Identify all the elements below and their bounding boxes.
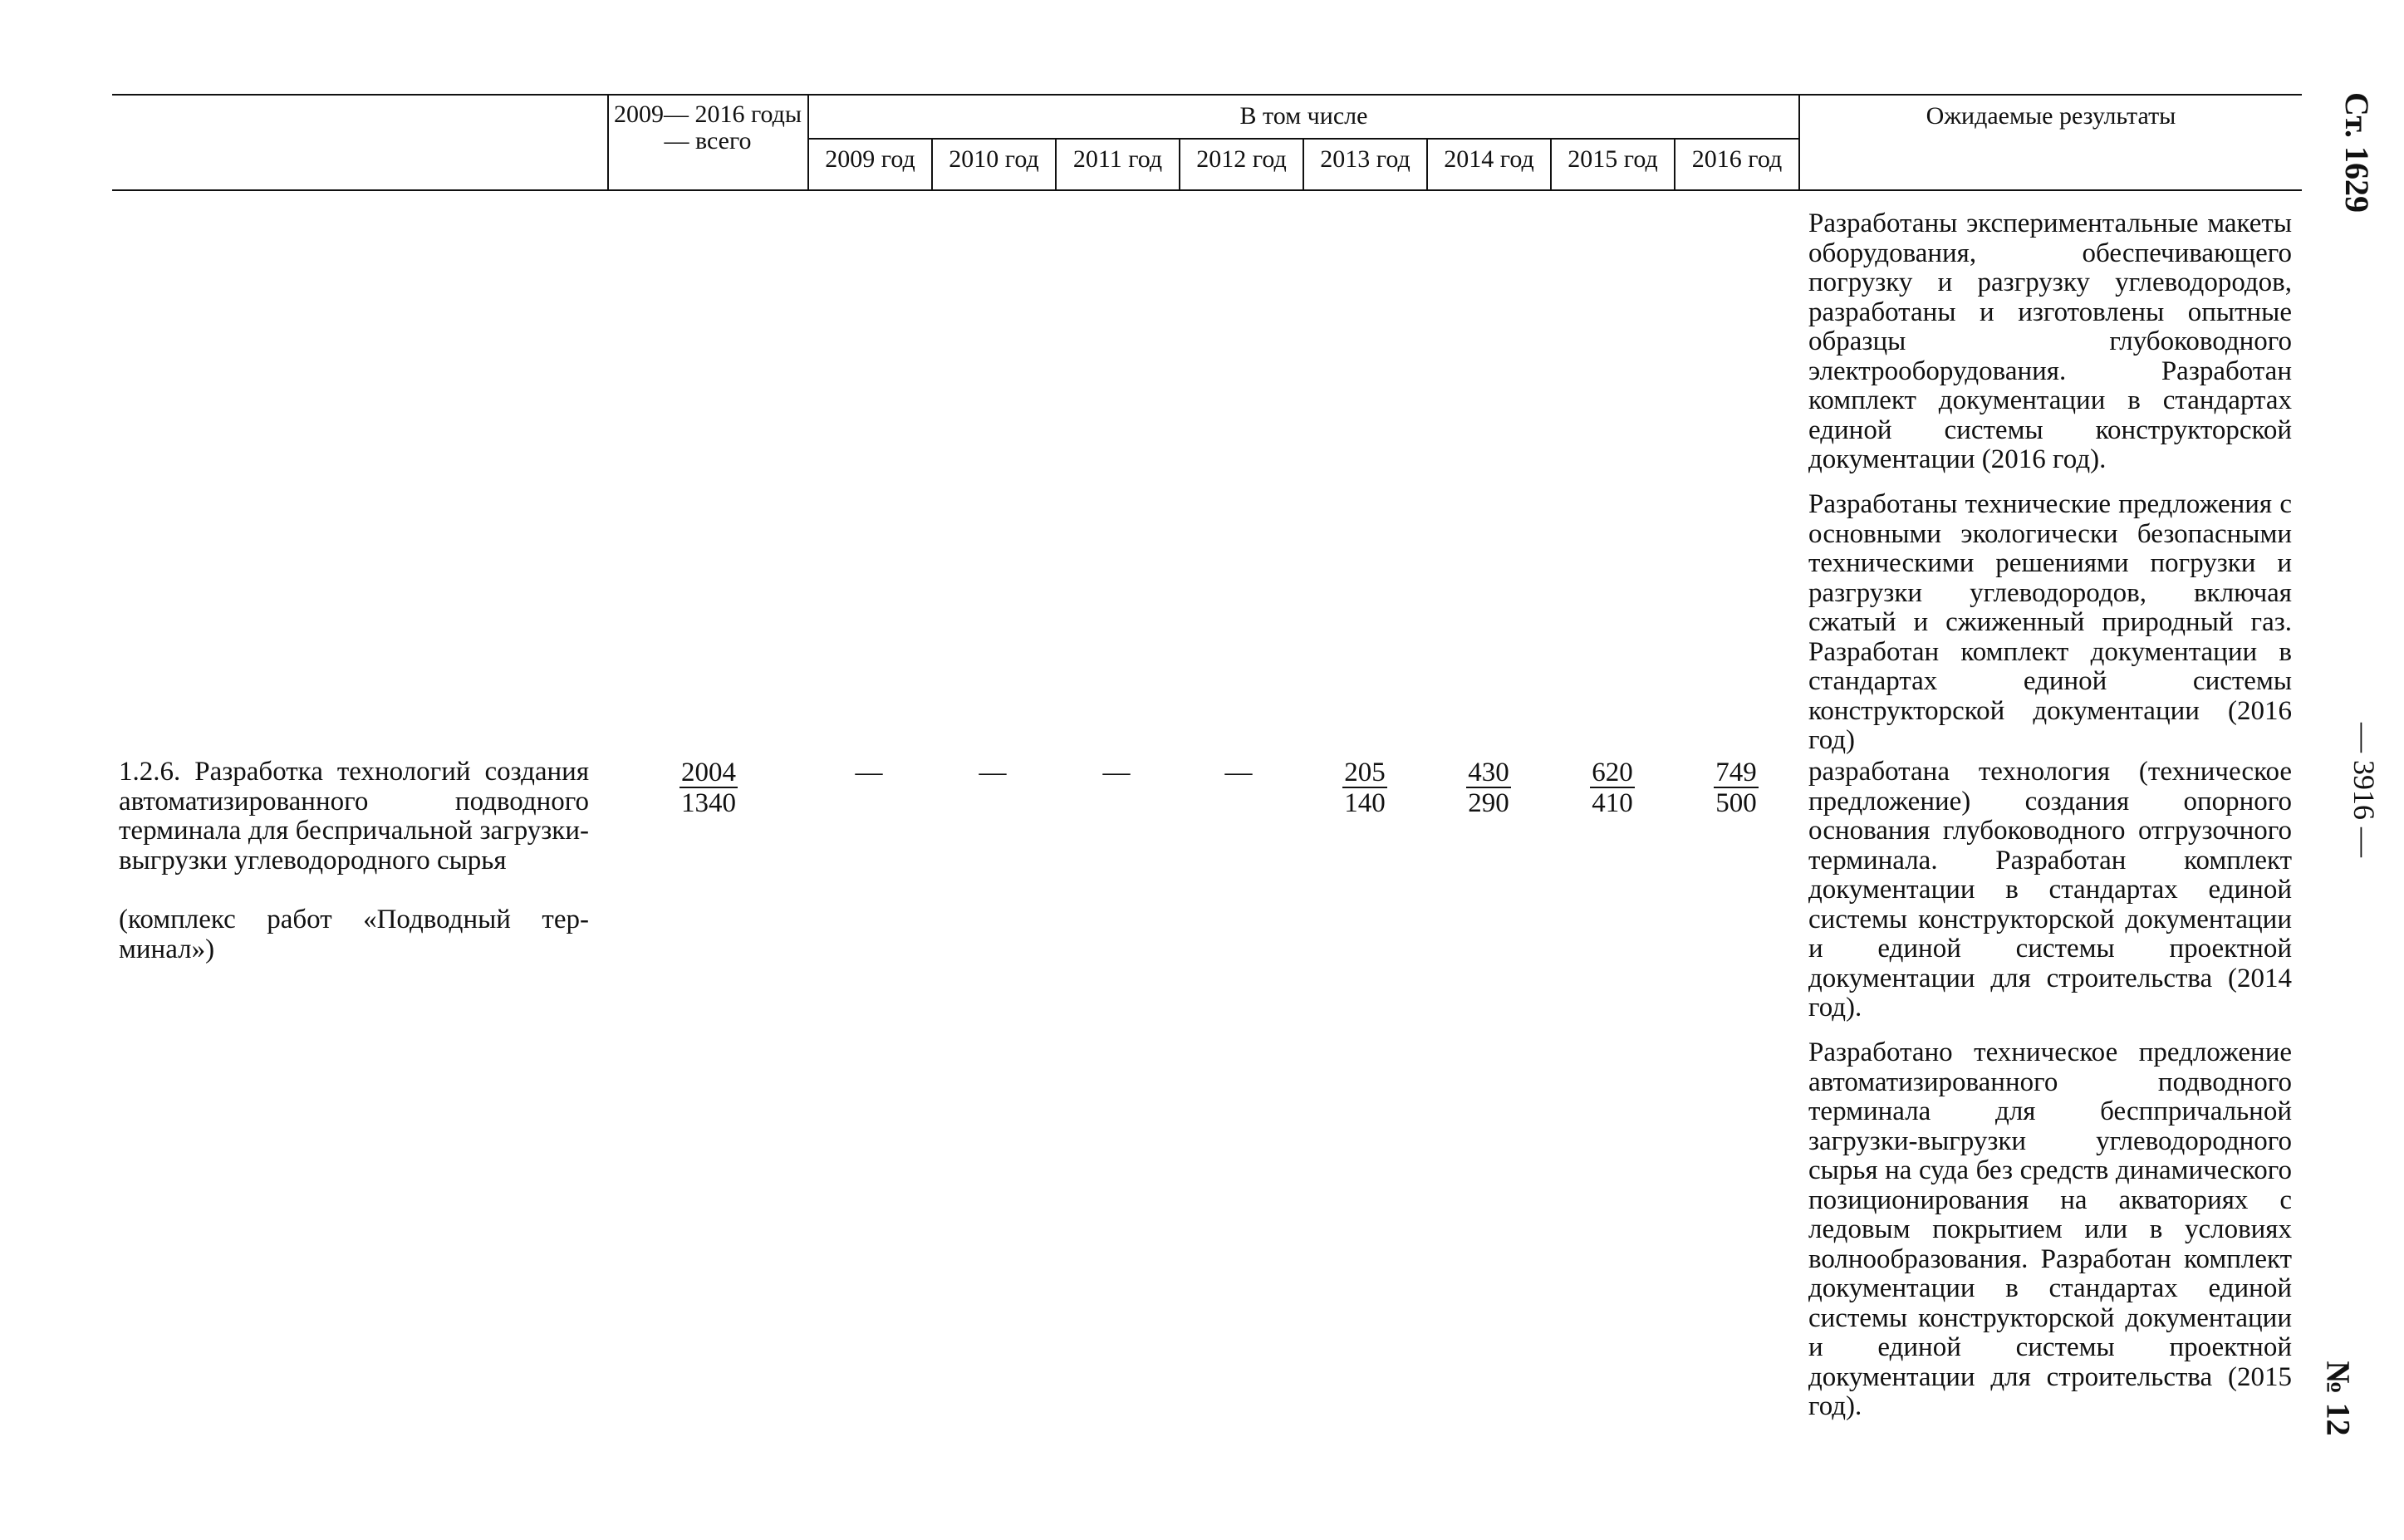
issue-label — [2297, 1361, 2380, 1436]
total-numerator: 2004 — [681, 758, 736, 787]
value-2010: — — [979, 758, 1007, 787]
item-title: 1.2.6. Разработка технологий создания автоматизированного подводного терминала для беспричальной загрузки-выгрузки углеводородного сырья — [119, 757, 589, 875]
year-header-2012: 2012 год — [1196, 145, 1287, 173]
value-2015 — [1563, 758, 1662, 818]
value-2012: — — [1224, 758, 1253, 787]
table-top-rule — [112, 94, 2302, 96]
result-paragraph-3: разработана технология (техническое предложение) создания опорного основания глубоководного отгрузочного терминала. Разработан комплект документации в стандартах единой системы конструкторской документации и единой системы проектной документации для строительства (2014 год). — [1808, 757, 2292, 1023]
result-paragraph-2: Разработаны технические предложения с основными экологически безопасными техническими решениями погрузки и разгрузки углеводородов, включая сжатый и сжиженный природный газ. Разработан комплект документации в стандартах единой системы конструкторской документации (2016 год) — [1808, 489, 2292, 755]
article-text: Ст. 1629 — [2338, 92, 2376, 213]
header-bottom-rule — [112, 189, 2302, 191]
value-2013-denominator: 140 — [1344, 788, 1386, 818]
year-header-2009: 2009 год — [825, 145, 915, 173]
total-denominator: 1340 — [681, 788, 736, 818]
value-2016-denominator: 500 — [1715, 788, 1757, 818]
article-label — [2297, 92, 2380, 213]
page-number-label — [2297, 723, 2381, 857]
result-paragraph-4: Разработано техническое предложение автоматизированного подводного терминала для бесппричальной загрузки-выгрузки углеводородного сырья на суда без средств динамического позиционирования на акваториях с ледовым покрытием или в условиях волнообразования. Разработан комплект документации в стандартах единой системы конструкторской документации и единой системы проектной документации для строительства (2015 год). — [1808, 1037, 2292, 1421]
value-2013-numerator: 205 — [1344, 758, 1386, 787]
total-value — [659, 758, 758, 818]
value-2011: — — [1102, 758, 1131, 787]
page-number-text: — 3916 — — [2348, 723, 2381, 857]
value-2009: — — [855, 758, 883, 787]
value-2014-numerator: 430 — [1468, 758, 1509, 787]
including-header: В том числе — [1239, 102, 1368, 130]
value-2015-denominator: 410 — [1592, 788, 1633, 818]
value-2014-denominator: 290 — [1468, 788, 1509, 818]
year-header-2011: 2011 год — [1072, 145, 1163, 173]
year-header-2013: 2013 год — [1320, 145, 1411, 173]
total-column-header: 2009— 2016 годы — всего — [613, 101, 802, 154]
value-2016 — [1686, 758, 1786, 818]
issue-text: № 12 — [2319, 1361, 2357, 1436]
result-paragraph-1: Разработаны экспериментальные макеты оборудования, обеспечивающего погрузку и разгрузку углеводородов, разработаны и изготовлены опытные образцы глубоководного электрооборудования. Разработан комплект документации в стандартах единой системы конструкторской документации (2016 год). — [1808, 208, 2292, 474]
value-2016-numerator: 749 — [1715, 758, 1757, 787]
year-header-2016: 2016 год — [1691, 145, 1783, 173]
value-2014 — [1439, 758, 1538, 818]
year-header-2015: 2015 год — [1568, 145, 1658, 173]
expected-results-header: Ожидаемые результаты — [1926, 102, 2176, 130]
header-subrule — [808, 138, 1800, 140]
year-header-2014: 2014 год — [1444, 145, 1534, 173]
value-2013 — [1315, 758, 1415, 818]
value-2015-numerator: 620 — [1592, 758, 1633, 787]
year-header-2010: 2010 год — [949, 145, 1039, 173]
item-note: (комплекс работ «Подводный терминал») — [119, 905, 589, 964]
